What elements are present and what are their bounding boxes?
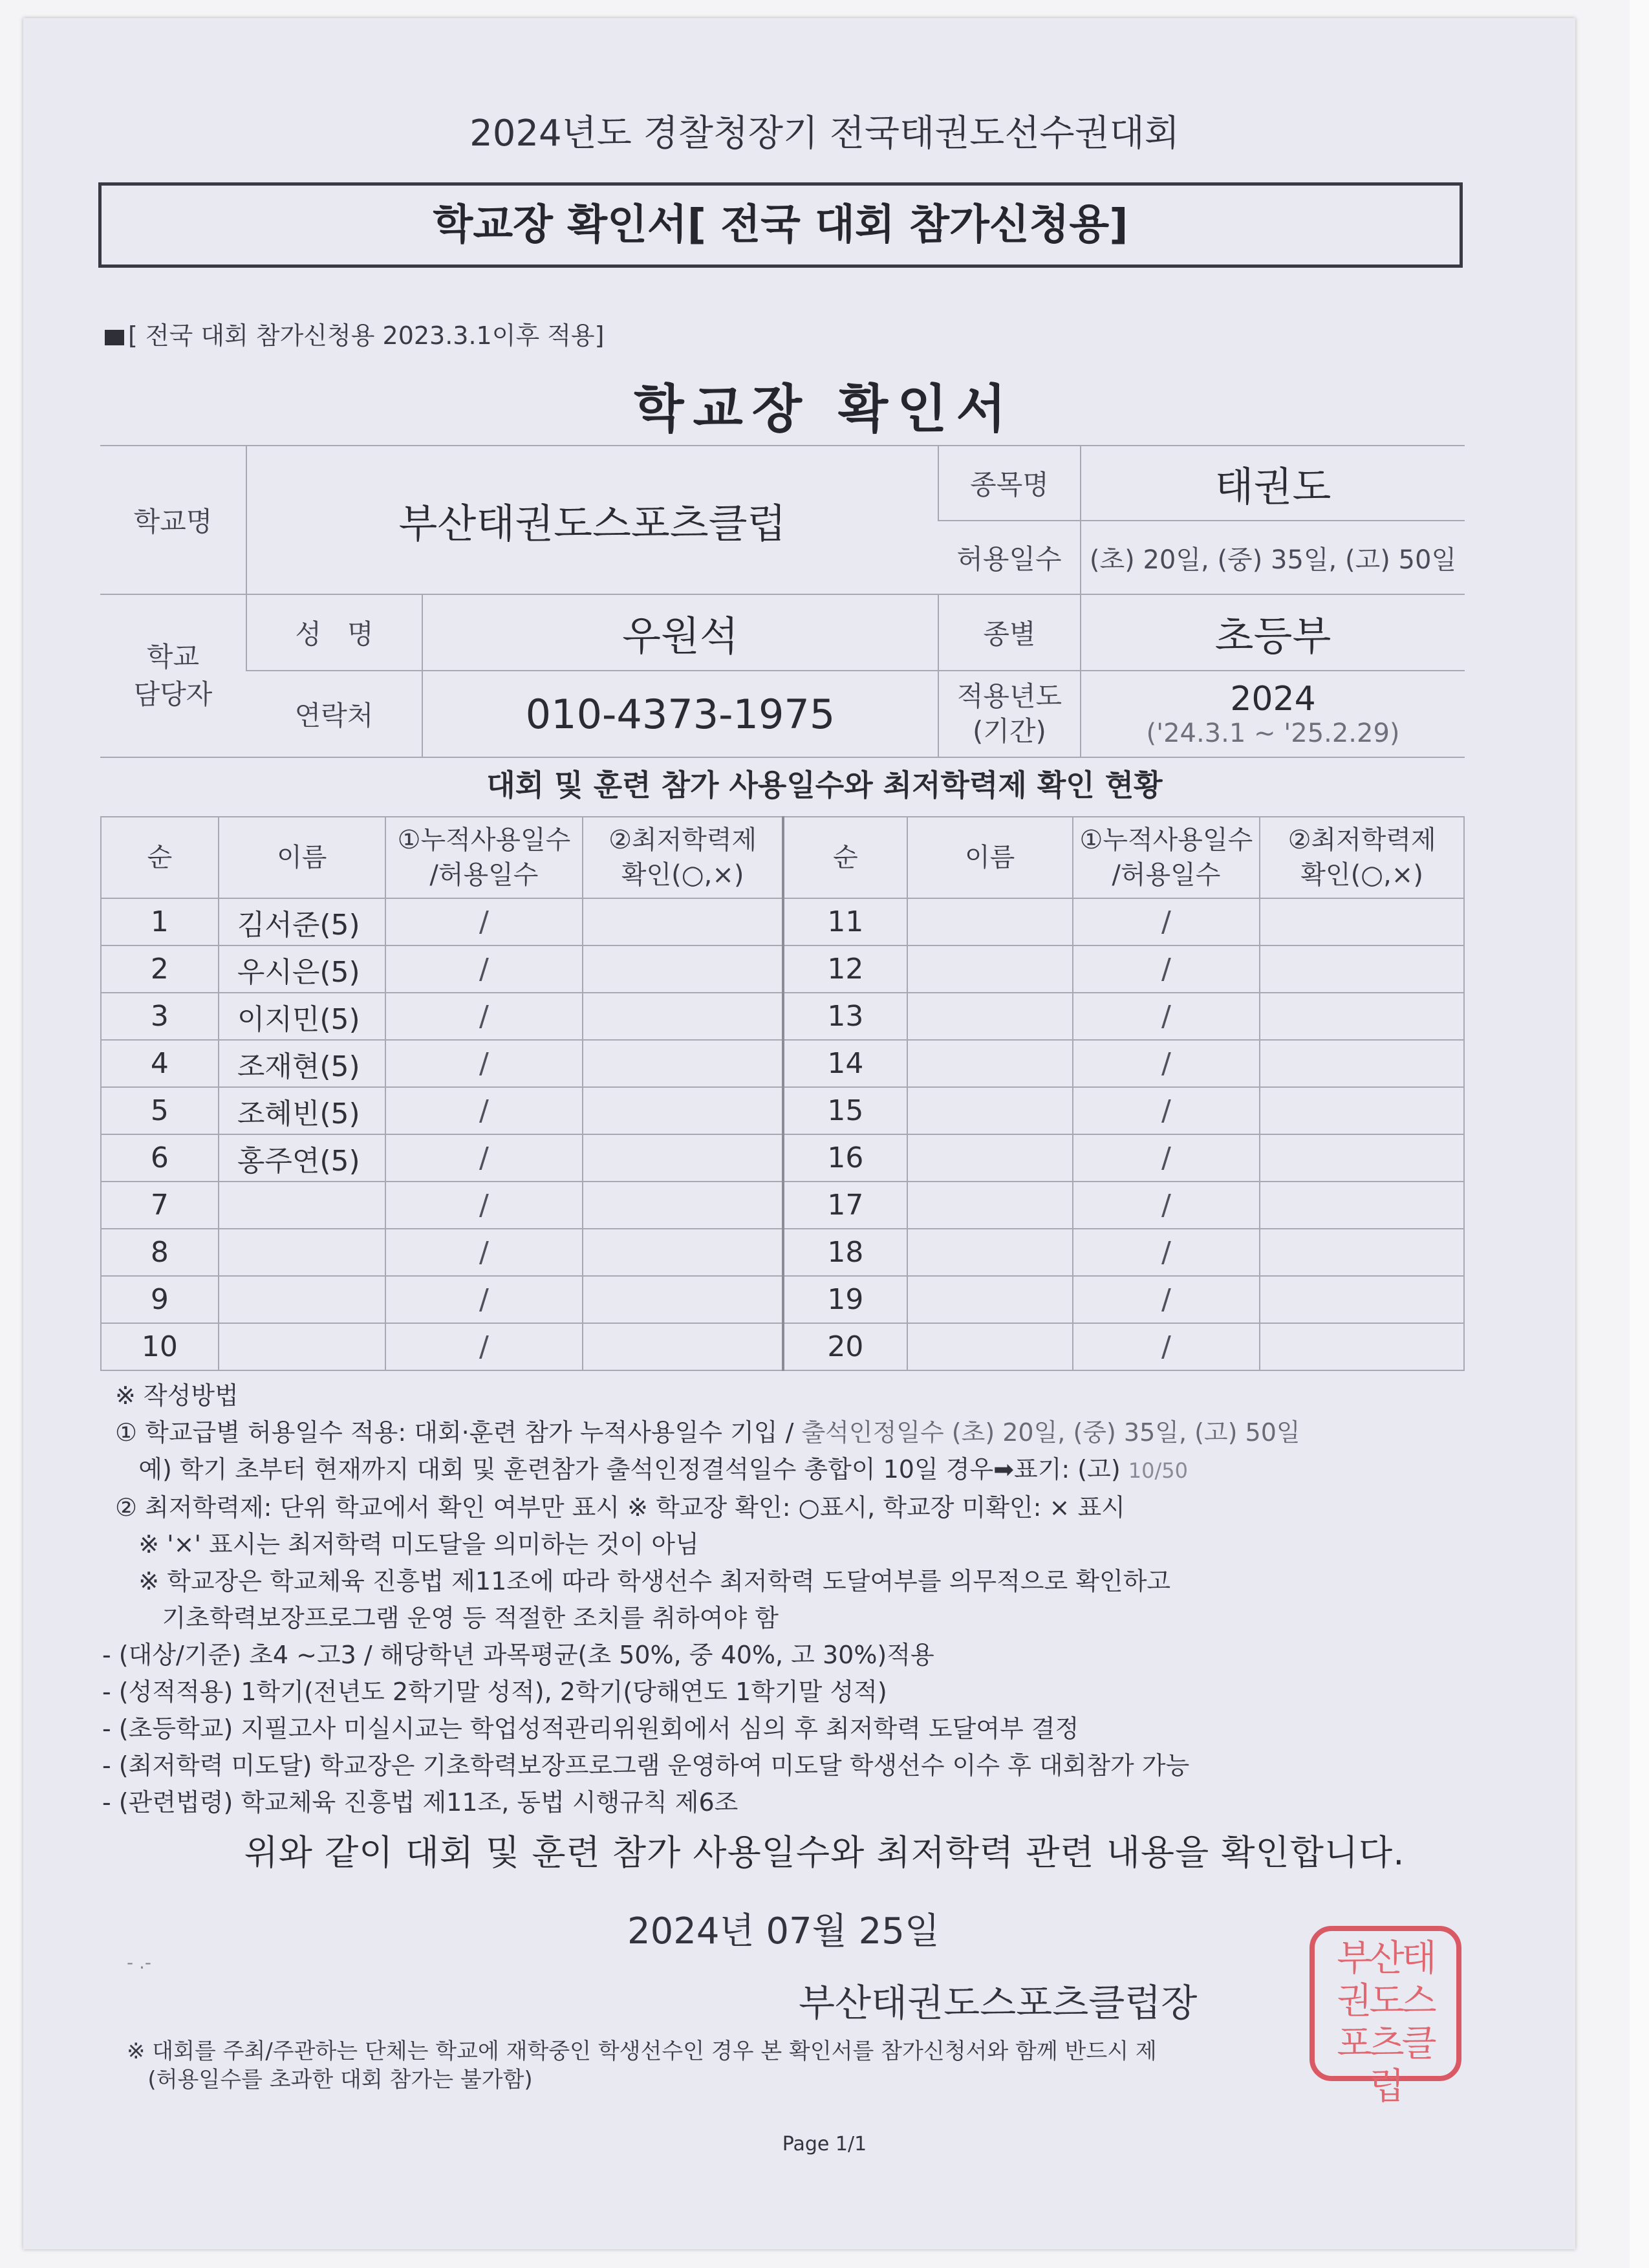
contact-value: 010-4373-1975 xyxy=(422,671,938,757)
document-header: 2024년도 경찰청장기 전국태권도선수권대회 xyxy=(469,113,1180,155)
allowed-days-value: (초) 20일, (중) 35일, (고) 50일 xyxy=(1081,521,1465,594)
table-row xyxy=(101,1276,1464,1323)
name-label: 성 명 xyxy=(246,594,422,671)
check-cell xyxy=(1260,1323,1464,1370)
category-value: 초등부 xyxy=(1081,594,1465,671)
days-cell: / xyxy=(385,1323,583,1370)
col-name-right: 이름 xyxy=(907,817,1073,898)
year-cell xyxy=(1081,671,1465,757)
col-check-left: ②최저학력제 확인(○,×) xyxy=(583,817,783,898)
row-number: 20 xyxy=(783,1323,907,1370)
guide-line xyxy=(115,1451,1570,1489)
roster-table xyxy=(100,816,1465,1371)
confirmation-statement: 위와 같이 대회 및 훈련 참가 사용일수와 최저학력 관련 내용을 확인합니다. xyxy=(244,1832,1405,1873)
row-number: 2 xyxy=(101,945,219,993)
check-cell xyxy=(1260,1182,1464,1229)
check-cell xyxy=(583,1040,783,1087)
table-row xyxy=(101,1323,1464,1370)
check-cell xyxy=(583,1229,783,1276)
row-number: 4 xyxy=(101,1040,219,1087)
sport-value: 태권도 xyxy=(1081,446,1465,521)
name-value: 우원석 xyxy=(422,594,938,671)
row-number: 13 xyxy=(783,993,907,1040)
student-name xyxy=(907,993,1073,1040)
row-number: 16 xyxy=(783,1134,907,1182)
guide-line: - (최저학력 미도달) 학교장은 기초학력보장프로그램 운영하여 미도달 학생선수 이수 후 대회참가 가능 xyxy=(102,1751,1190,1780)
student-name: 김서준(5) xyxy=(219,898,385,945)
student-name xyxy=(907,1323,1073,1370)
guide-text: 예) 학기 초부터 현재까지 대회 및 훈련참가 출석인정결석일수 총합이 10일 경우➡표기: (고) xyxy=(115,1455,1121,1484)
days-cell: / xyxy=(385,1182,583,1229)
row-number: 5 xyxy=(101,1087,219,1134)
roster-title: 대회 및 훈련 참가 사용일수와 최저학력제 확인 현황 xyxy=(486,768,1163,803)
col-days-right: ①누적사용일수 /허용일수 xyxy=(1073,817,1260,898)
manager-label: 학교 담당자 xyxy=(100,594,246,757)
student-name xyxy=(907,1134,1073,1182)
days-cell: / xyxy=(1073,1182,1260,1229)
check-cell xyxy=(583,1087,783,1134)
student-name xyxy=(219,1182,385,1229)
guide-line: - (대상/기준) 초4 ~고3 / 해당학년 과목평균(초 50%, 중 40%, 고 30%)적용 xyxy=(102,1641,934,1669)
square-bullet-icon xyxy=(105,330,124,345)
guide-line: 기초학력보장프로그램 운영 등 적절한 조치를 취하여야 함 xyxy=(115,1604,779,1632)
seal-lettering: 부산태권도스포츠클럽 xyxy=(1337,1938,1434,2108)
footer-note xyxy=(127,2037,1485,2094)
row-number: 10 xyxy=(101,1323,219,1370)
signer-title: 부산태권도스포츠클럽장 xyxy=(799,1981,1198,2025)
table-row xyxy=(101,1182,1464,1229)
guide-line: - (관련법령) 학교체육 진흥법 제11조, 동법 시행규칙 제6조 xyxy=(102,1788,738,1817)
table-row xyxy=(101,993,1464,1040)
row-number: 11 xyxy=(783,898,907,945)
guide-line: - (성적적용) 1학기(전년도 2학기말 성적), 2학기(당해연도 1학기말 성적) xyxy=(102,1678,887,1706)
days-cell: / xyxy=(385,1134,583,1182)
days-cell: / xyxy=(385,1087,583,1134)
days-cell: / xyxy=(1073,993,1260,1040)
footer-line: ※ 대회를 주최/주관하는 단체는 학교에 재학중인 학생선수인 경우 본 확인서를 참가신청서와 함께 반드시 제 xyxy=(127,2038,1157,2064)
student-name xyxy=(907,945,1073,993)
student-name xyxy=(219,1229,385,1276)
days-cell: / xyxy=(1073,1229,1260,1276)
row-number: 15 xyxy=(783,1087,907,1134)
guide-line: ② 최저학력제: 단위 학교에서 확인 여부만 표시 ※ 학교장 확인: ○표시, 학교장 미확인: × 표시 xyxy=(115,1493,1125,1522)
check-cell xyxy=(583,1323,783,1370)
col-no-left: 순 xyxy=(101,817,219,898)
student-name xyxy=(907,1276,1073,1323)
days-cell: / xyxy=(385,1040,583,1087)
page-title: 학교장 확인서 xyxy=(634,379,1015,439)
row-number: 12 xyxy=(783,945,907,993)
row-number: 8 xyxy=(101,1229,219,1276)
days-cell: / xyxy=(1073,945,1260,993)
guide-text: ① 학교급별 허용일수 적용: 대회·훈련 참가 누적사용일수 기입 / xyxy=(115,1418,802,1447)
check-cell xyxy=(583,945,783,993)
check-cell xyxy=(1260,1040,1464,1087)
student-name: 조재현(5) xyxy=(219,1040,385,1087)
student-name: 이지민(5) xyxy=(219,993,385,1040)
table-row xyxy=(101,1229,1464,1276)
student-name xyxy=(907,898,1073,945)
row-number: 17 xyxy=(783,1182,907,1229)
row-number: 6 xyxy=(101,1134,219,1182)
check-cell xyxy=(583,1276,783,1323)
table-row xyxy=(101,898,1464,945)
col-check-right: ②최저학력제 확인(○,×) xyxy=(1260,817,1464,898)
check-cell xyxy=(1260,1276,1464,1323)
school-value: 부산태권도스포츠클럽 xyxy=(246,446,938,594)
year-value: 2024 xyxy=(1230,680,1316,718)
check-cell xyxy=(1260,1087,1464,1134)
days-cell: / xyxy=(1073,1134,1260,1182)
table-row xyxy=(101,1087,1464,1134)
scan-edge xyxy=(1630,0,1649,2268)
days-cell: / xyxy=(385,1276,583,1323)
note-text: [ 전국 대회 참가신청용 2023.3.1이후 적용] xyxy=(128,321,605,350)
guide-title: ※ 작성방법 xyxy=(115,1381,239,1410)
student-name xyxy=(219,1276,385,1323)
row-number: 9 xyxy=(101,1276,219,1323)
check-cell xyxy=(1260,1134,1464,1182)
table-row xyxy=(101,945,1464,993)
student-name xyxy=(907,1229,1073,1276)
days-cell: / xyxy=(1073,1276,1260,1323)
days-cell: / xyxy=(385,945,583,993)
boxed-title: 학교장 확인서[ 전국 대회 참가신청용] xyxy=(98,182,1463,268)
guide-highlight: 출석인정일수 (초) 20일, (중) 35일, (고) 50일 xyxy=(801,1418,1300,1447)
days-cell: / xyxy=(1073,1323,1260,1370)
days-cell: / xyxy=(385,898,583,945)
days-cell: / xyxy=(385,993,583,1040)
days-cell: / xyxy=(385,1229,583,1276)
student-name xyxy=(219,1323,385,1370)
col-name-left: 이름 xyxy=(219,817,385,898)
guide-line xyxy=(115,1414,1570,1451)
check-cell xyxy=(583,1134,783,1182)
year-period: ('24.3.1 ~ '25.2.29) xyxy=(1146,718,1400,748)
page-number: Page 1/1 xyxy=(782,2133,867,2155)
student-name xyxy=(907,1087,1073,1134)
row-number: 19 xyxy=(783,1276,907,1323)
scan-mark: - .- xyxy=(127,1952,152,1973)
check-cell xyxy=(1260,993,1464,1040)
check-cell xyxy=(583,1182,783,1229)
check-cell xyxy=(1260,945,1464,993)
contact-label: 연락처 xyxy=(246,671,422,757)
row-number: 7 xyxy=(101,1182,219,1229)
guide-line: - (초등학교) 지필고사 미실시교는 학업성적관리위원회에서 심의 후 최저학력 도달여부 결정 xyxy=(102,1714,1079,1743)
student-name: 우시은(5) xyxy=(219,945,385,993)
guide-line: ※ 학교장은 학교체육 진흥법 제11조에 따라 학생선수 최저학력 도달여부를 의무적으로 확인하고 xyxy=(115,1567,1171,1595)
allowed-days-label: 허용일수 xyxy=(938,521,1081,594)
col-no-right: 순 xyxy=(783,817,907,898)
guide-example: 10/50 xyxy=(1128,1458,1188,1483)
days-cell: / xyxy=(1073,1040,1260,1087)
table-row xyxy=(101,1134,1464,1182)
student-name: 홍주연(5) xyxy=(219,1134,385,1182)
student-name xyxy=(907,1182,1073,1229)
days-cell: / xyxy=(1073,1087,1260,1134)
check-cell xyxy=(1260,898,1464,945)
year-label: 적용년도 (기간) xyxy=(938,671,1081,757)
student-name: 조혜빈(5) xyxy=(219,1087,385,1134)
application-note xyxy=(105,316,604,351)
document-date: 2024년 07월 25일 xyxy=(627,1910,940,1952)
row-number: 14 xyxy=(783,1040,907,1087)
row-number: 3 xyxy=(101,993,219,1040)
school-label: 학교명 xyxy=(100,446,246,594)
writing-guide xyxy=(102,1377,1570,1821)
guide-line: ※ '×' 표시는 최저학력 미도달을 의미하는 것이 아님 xyxy=(115,1530,699,1559)
category-label: 종별 xyxy=(938,594,1081,671)
footer-line: (허용일수를 초과한 대회 참가는 불가함) xyxy=(127,2067,533,2093)
col-days-left: ①누적사용일수 /허용일수 xyxy=(385,817,583,898)
info-table xyxy=(100,445,1465,758)
days-cell: / xyxy=(1073,898,1260,945)
check-cell xyxy=(583,898,783,945)
row-number: 1 xyxy=(101,898,219,945)
row-number: 18 xyxy=(783,1229,907,1276)
sport-label: 종목명 xyxy=(938,446,1081,521)
check-cell xyxy=(1260,1229,1464,1276)
table-row xyxy=(101,1040,1464,1087)
student-name xyxy=(907,1040,1073,1087)
check-cell xyxy=(583,993,783,1040)
